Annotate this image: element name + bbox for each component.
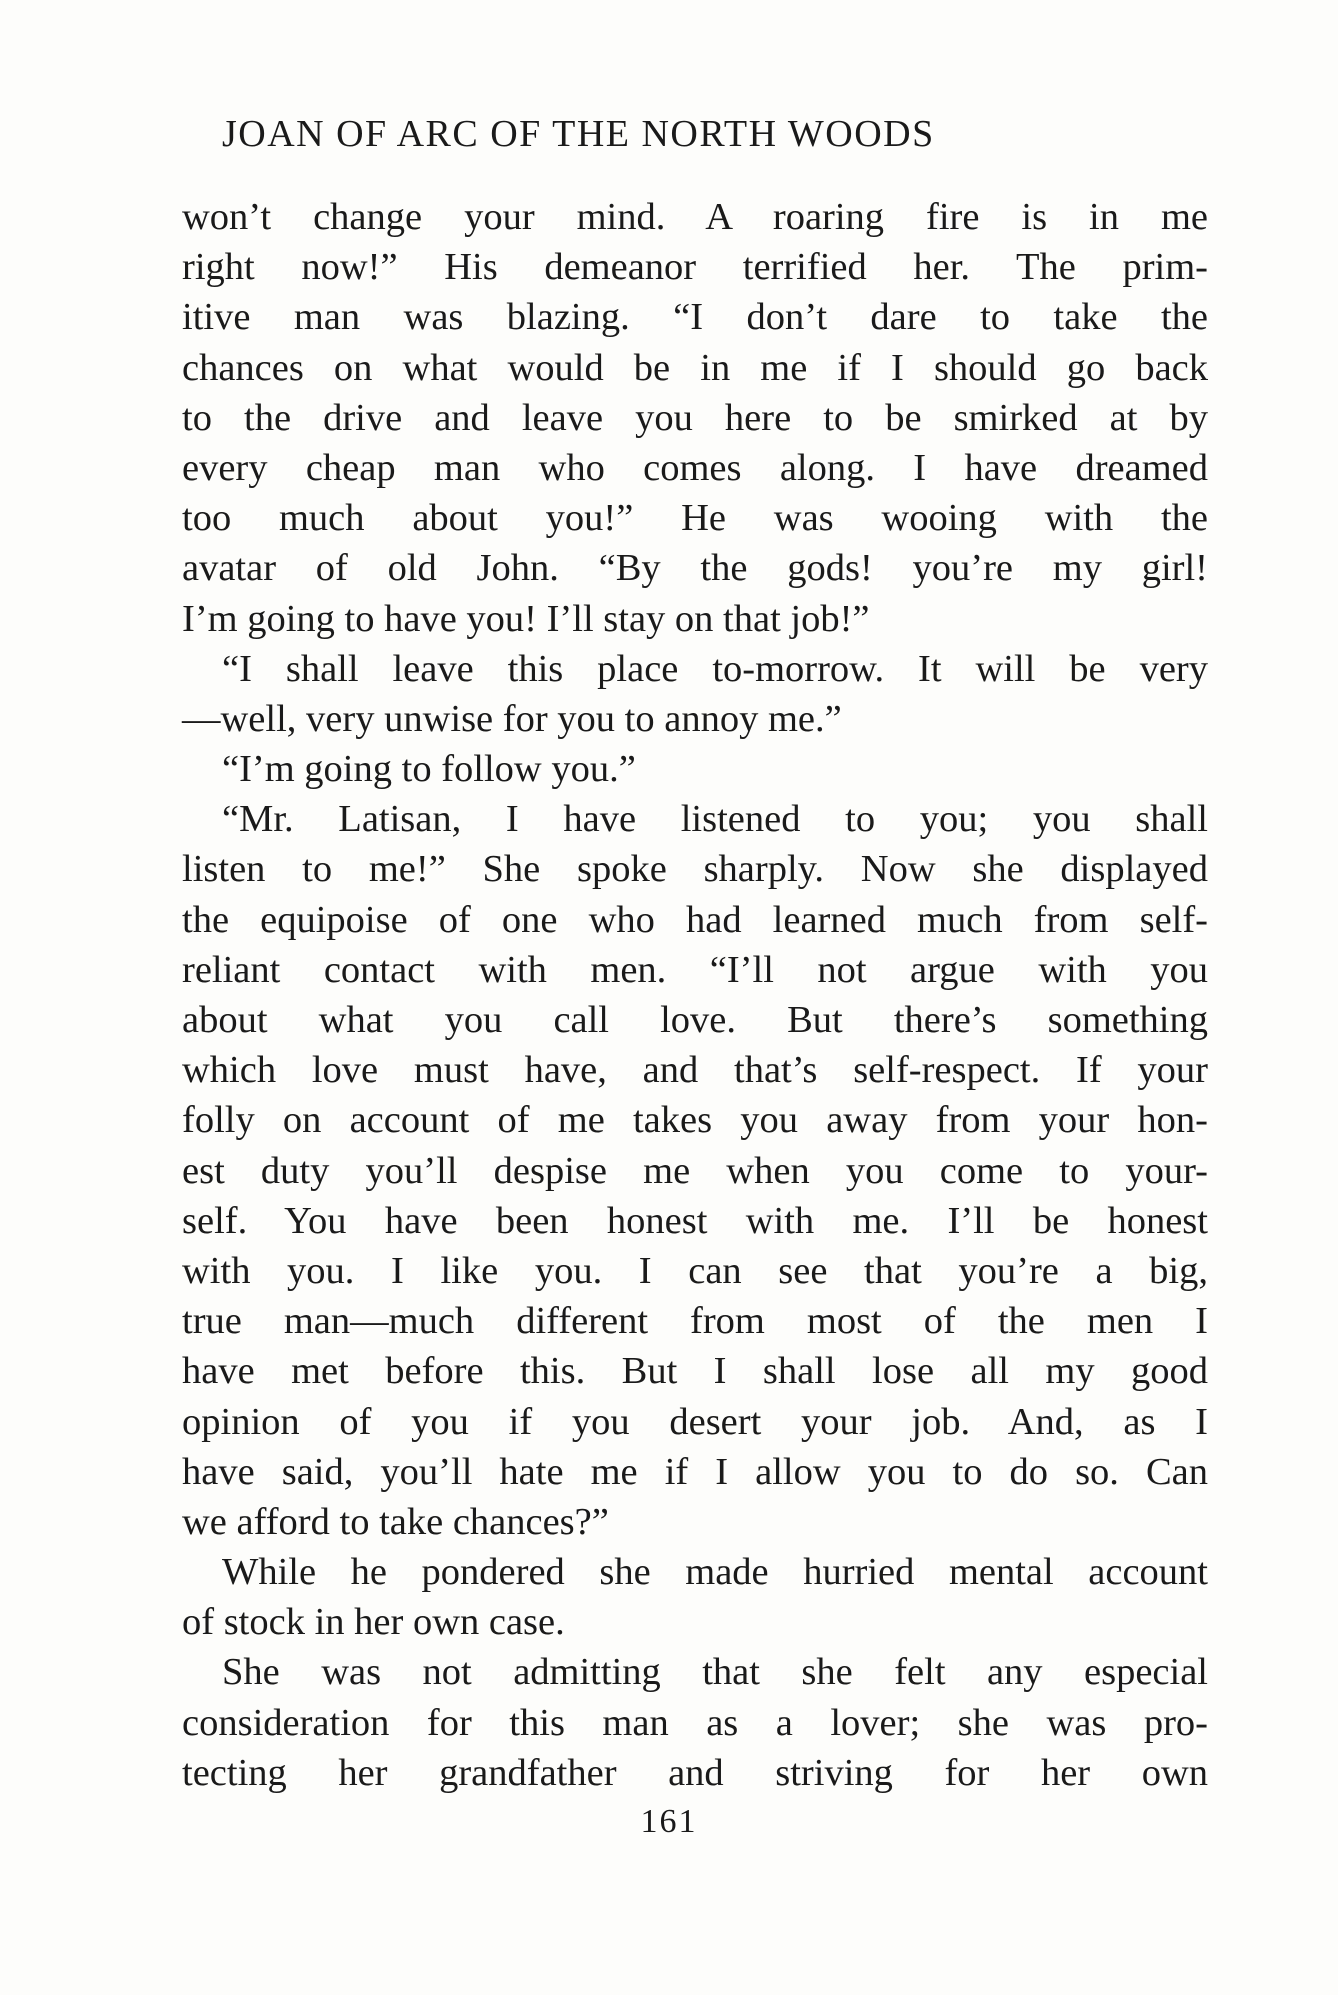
text-line: itive man was blazing. “I don’t dare to take the	[182, 296, 1208, 339]
text-line: of stock in her own case.	[182, 1601, 565, 1644]
page-number: 161	[640, 1803, 698, 1840]
text-line: we afford to take chances?”	[182, 1500, 609, 1543]
text-line: tecting her grandfather and striving for her own	[182, 1751, 1208, 1794]
text-line: about what you call love. But there’s something	[182, 999, 1208, 1041]
text-line: While he pondered she made hurried mental account	[222, 1551, 1208, 1594]
text-line: won’t change your mind. A roaring fire is in me	[182, 196, 1208, 238]
text-line: reliant contact with men. “I’ll not argue with you	[182, 948, 1208, 991]
text-line: She was not admitting that she felt any especial	[222, 1651, 1208, 1694]
text-line: self. You have been honest with me. I’ll be honest	[182, 1199, 1208, 1242]
running-head: JOAN OF ARC OF THE NORTH WOODS	[222, 113, 935, 155]
text-line: —well, very unwise for you to annoy me.”	[182, 697, 842, 740]
text-line: listen to me!” She spoke sharply. Now she displayed	[182, 848, 1208, 891]
text-line: have met before this. But I shall lose all my good	[182, 1350, 1208, 1393]
text-line: “I’m going to follow you.”	[222, 748, 636, 791]
text-line: “Mr. Latisan, I have listened to you; you shall	[222, 798, 1208, 841]
text-line: chances on what would be in me if I should go back	[182, 346, 1208, 389]
text-line: the equipoise of one who had learned much from self-	[182, 898, 1208, 941]
text-line: folly on account of me takes you away from your hon-	[182, 1099, 1208, 1142]
text-line: true man—much different from most of the men I	[182, 1300, 1208, 1343]
text-line: right now!” His demeanor terrified her. The prim-	[182, 246, 1208, 289]
text-line: to the drive and leave you here to be smirked at by	[182, 396, 1208, 439]
text-line: I’m going to have you! I’ll stay on that job!”	[182, 597, 870, 640]
text-line: too much about you!” He was wooing with the	[182, 497, 1208, 540]
text-line: est duty you’ll despise me when you come to your-	[182, 1149, 1208, 1192]
text-line: avatar of old John. “By the gods! you’re my girl!	[182, 547, 1208, 590]
text-line: opinion of you if you desert your job. And, as I	[182, 1400, 1208, 1443]
text-line: have said, you’ll hate me if I allow you to do so. Can	[182, 1450, 1208, 1493]
body-text	[182, 192, 1208, 1798]
text-line: consideration for this man as a lover; she was pro-	[182, 1701, 1208, 1744]
text-line: “I shall leave this place to-morrow. It will be very	[222, 647, 1208, 690]
text-line: with you. I like you. I can see that you’re a big,	[182, 1249, 1208, 1292]
text-line: every cheap man who comes along. I have dreamed	[182, 446, 1208, 489]
text-line: which love must have, and that’s self-respect. If your	[182, 1049, 1208, 1092]
